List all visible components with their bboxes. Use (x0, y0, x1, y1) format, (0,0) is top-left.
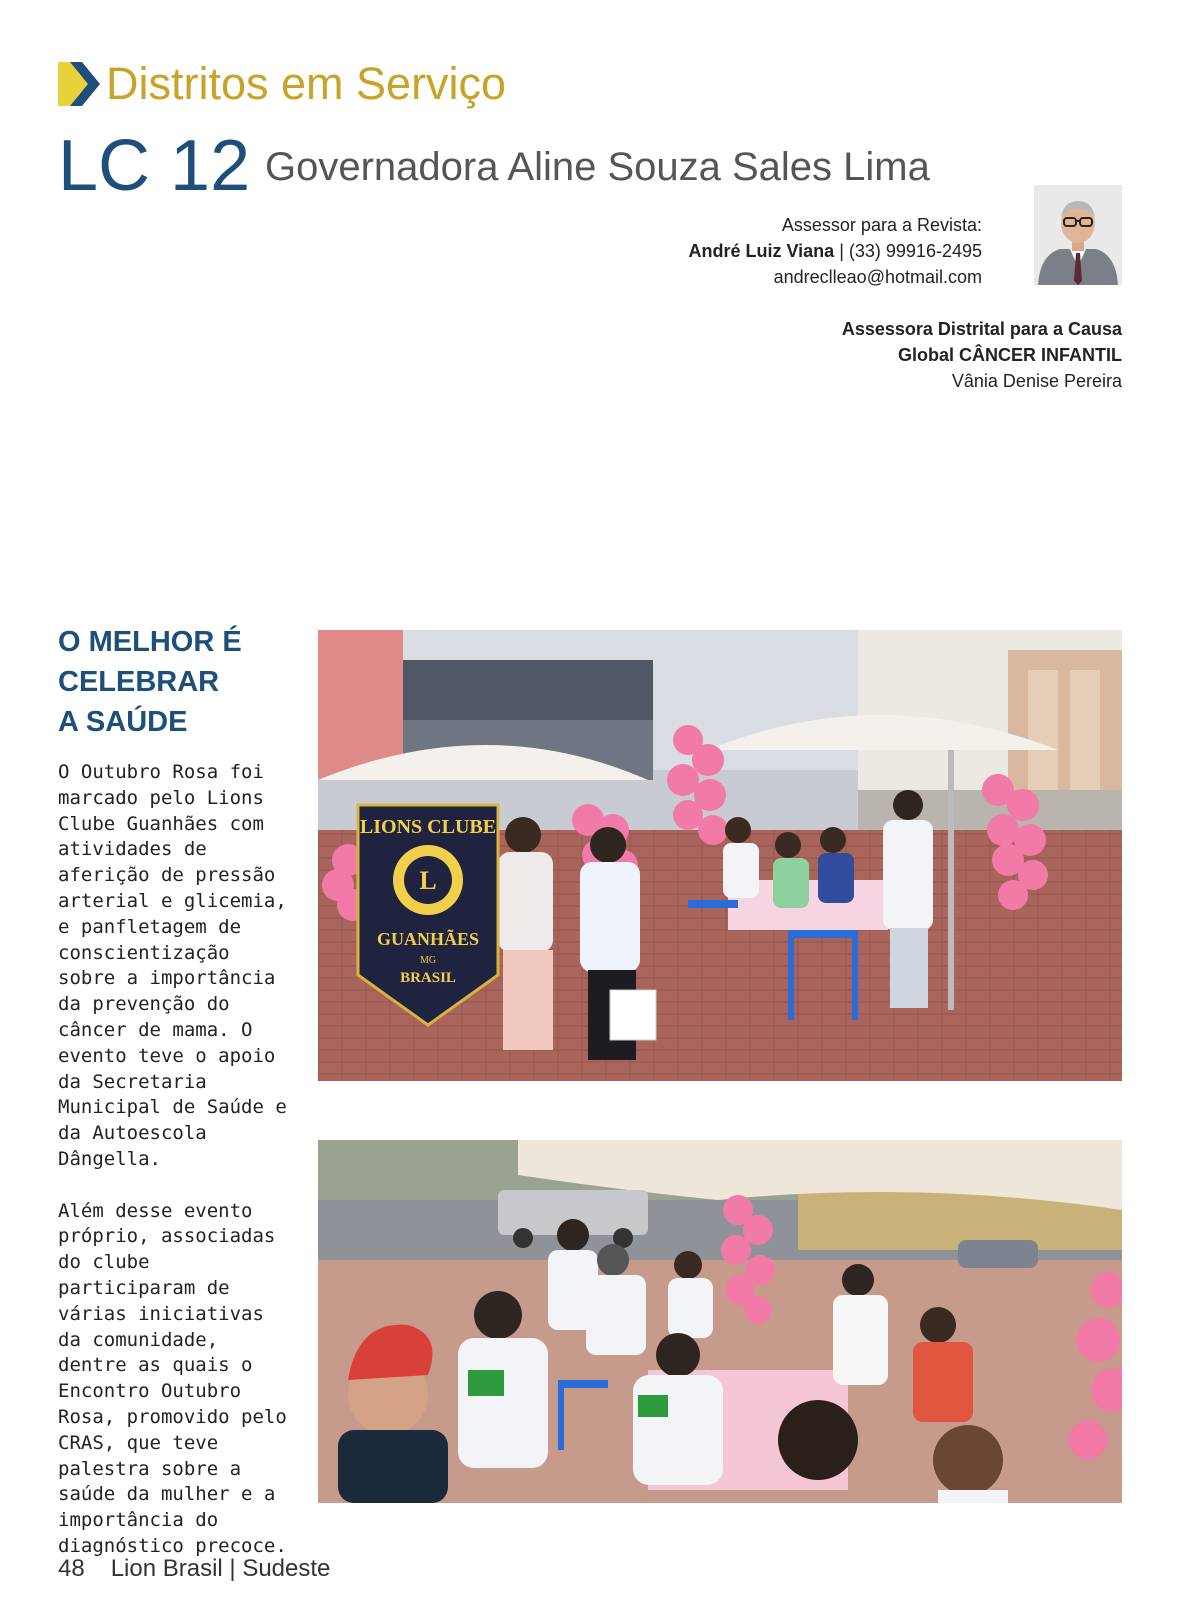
page-footer (58, 1555, 330, 1583)
publication-name: Lion Brasil | Sudeste (110, 1555, 331, 1582)
advisor-photo (1034, 185, 1122, 285)
advisor-contact (688, 238, 982, 264)
event-photo-top (318, 630, 1122, 1081)
article-title (58, 622, 298, 742)
advisor-role: Assessor para a Revista: (781, 215, 982, 235)
article-title-line: O MELHOR É (58, 626, 242, 658)
governor-name: Governadora Aline Souza Sales Lima (265, 145, 930, 189)
svg-text:L: L (419, 866, 437, 895)
cause-advisor-role-2: Global CÂNCER INFANTIL (898, 345, 1122, 365)
advisor-phone: (33) 99916-2495 (848, 241, 982, 261)
banner-text: MG (419, 955, 437, 966)
separator: | (839, 241, 849, 261)
portrait-photo-icon (1034, 185, 1122, 285)
chevron-right-icon (58, 62, 100, 106)
event-photo-bottom (318, 1140, 1122, 1503)
banner-text: BRASIL (400, 970, 456, 986)
section-title: Distritos em Serviço (106, 58, 507, 109)
district-code: LC 12 (58, 126, 251, 206)
article-paragraph: O Outubro Rosa foi marcado pelo Lions Clube Guanhães com atividades de aferição de pressão arterial e glicemia, e panfletagem de conscientização sobre a importância da prevenção do câncer de mama. O evento teve o apoio da Secretaria Municipal de Saúde e da Autoescola Dângella. (58, 761, 287, 1170)
article-title-line: A SAÚDE (58, 706, 188, 738)
cause-advisor-name: Vânia Denise Pereira (951, 371, 1122, 391)
article-paragraph: Além desse evento próprio, associadas do clube participaram de várias iniciativas da comunidade, dentre as quais o Encontro Outubro Rosa, promovido pelo CRAS, que teve palestra sobre a saúde da mulher e a importância do diagnóstico precoce. (58, 1199, 287, 1557)
advisor-name: André Luiz Viana (688, 241, 835, 261)
article-title-line: CELEBRAR (58, 666, 220, 698)
page-number: 48 (58, 1555, 85, 1582)
advisor-email: andreclleao@hotmail.com (773, 267, 982, 287)
cause-advisor-info (842, 316, 1122, 394)
advisor-info (688, 212, 982, 290)
article-body (58, 760, 294, 1560)
cause-advisor-role-1: Assessora Distrital para a Causa (841, 319, 1122, 339)
banner-text: GUANHÃES (376, 929, 480, 949)
banner-text: LIONS CLUBE (359, 816, 497, 838)
